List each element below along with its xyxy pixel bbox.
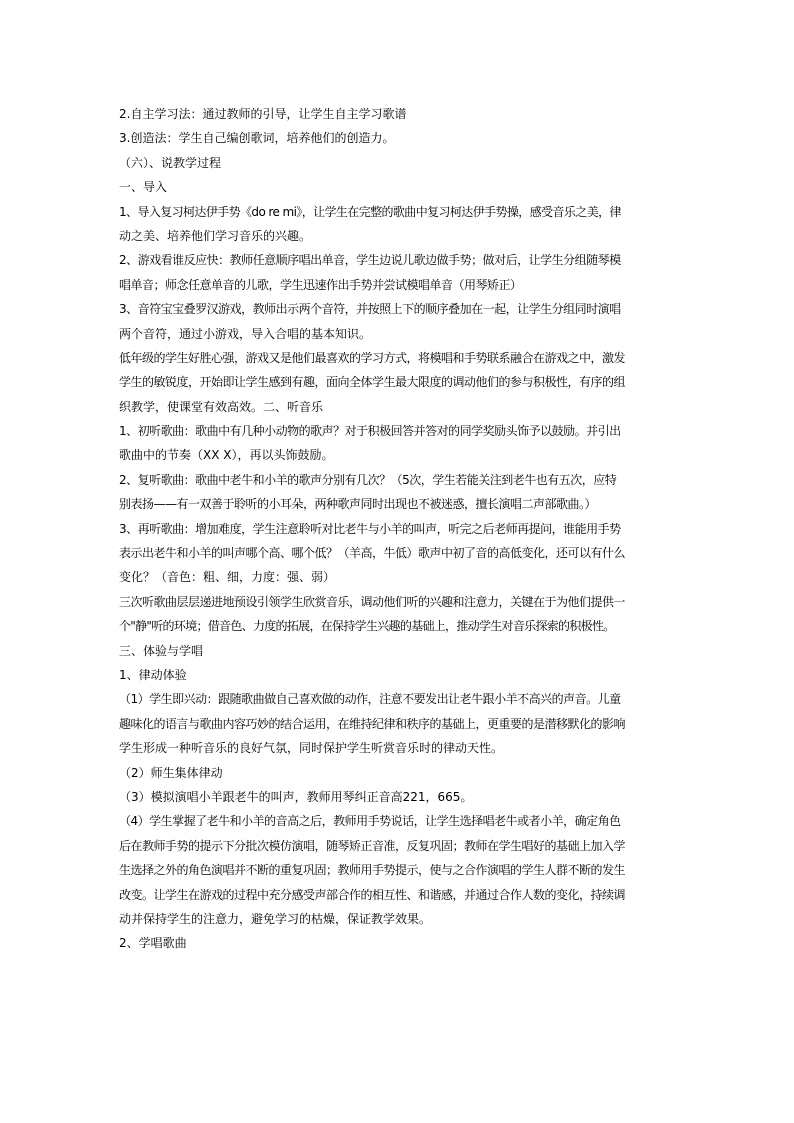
text-line: 动之美、培养他们学习音乐的兴趣。 [119, 228, 312, 243]
text-line: 1、导入复习柯达伊手势《do re mi》，让学生在完整的歌曲中复习柯达伊手势操，感受音乐之美，律 [119, 204, 621, 219]
text-line: 1、初听歌曲：歌曲中有几种小动物的歌声？对于积极回答并答对的同学奖励头饰予以鼓励。并引出 [119, 424, 621, 439]
text-line: （3）模拟演唱小羊跟老牛的叫声，教师用琴纠正音高221，665。 [119, 789, 473, 804]
text-line: 趣味化的语言与歌曲内容巧妙的结合运用，在维持纪律和秩序的基础上，更重要的是潜移默化的影响 [119, 716, 626, 731]
section-heading: 一、导入 [119, 180, 168, 195]
text-line: 低年级的学生好胜心强，游戏又是他们最喜欢的学习方式，将模唱和手势联系融合在游戏之中，激发 [119, 350, 626, 365]
text-line: 三次听歌曲层层递进地预设引领学生欣赏音乐，调动他们听的兴趣和注意力，关键在于为他们提供一 [119, 594, 626, 609]
text-line: 个"静"听的环境；借音色、力度的拓展，在保持学生兴趣的基础上，推动学生对音乐探索的积极性。 [119, 619, 615, 634]
text-line: 两个音符，通过小游戏，导入合唱的基本知识。 [119, 326, 372, 341]
section-heading: 三、体验与学唱 [119, 643, 204, 658]
document-body [119, 102, 679, 956]
text-line: 2、游戏看谁反应快：教师任意顺序唱出单音，学生边说儿歌边做手势；做对后，让学生分组随琴模 [119, 253, 621, 268]
text-line: 学生的敏锐度，开始即让学生感到有趣，面向全体学生最大限度的调动他们的参与积极性，有序的组 [119, 375, 626, 390]
text-line: 别表扬——有一双善于聆听的小耳朵，两种歌声同时出现也不被迷惑，擅长演唱二声部歌曲。） [119, 497, 597, 512]
text-line: 唱单音；师念任意单音的儿歌，学生迅速作出手势并尝试模唱单音（用琴矫正） [119, 277, 522, 292]
text-line: （4）学生掌握了老牛和小羊的音高之后，教师用手势说话，让学生选择唱老牛或者小羊，确定角色 [119, 814, 621, 829]
text-line: 3.创造法：学生自己编创歌词，培养他们的创造力。 [119, 131, 395, 146]
text-line: 变化？（音色：粗、细，力度：强、弱） [119, 570, 336, 585]
text-line: 歌曲中的节奏（XX X），再以头饰鼓励。 [119, 448, 334, 463]
text-line: （2）师生集体律动 [119, 765, 223, 780]
text-line: 2.自主学习法：通过教师的引导，让学生自主学习歌谱 [119, 107, 407, 121]
text-line: 改变。让学生在游戏的过程中充分感受声部合作的相互性、和谐感，并通过合作人数的变化，持续调 [119, 887, 626, 902]
text-line: 织教学，使课堂有效高效。二、听音乐 [119, 399, 324, 414]
text-line: （1）学生即兴动：跟随歌曲做自己喜欢做的动作，注意不要发出让老牛跟小羊不高兴的声音。儿童 [119, 692, 621, 707]
text-line: 动并保持学生的注意力，避免学习的枯燥，保证教学效果。 [119, 911, 432, 926]
subsection-heading: 1、律动体验 [119, 667, 187, 682]
section-heading: （六）、说教学过程 [119, 155, 222, 170]
text-line: 生选择之外的角色演唱并不断的重复巩固；教师用手势提示，使与之合作演唱的学生人群不断的发生 [119, 863, 626, 878]
text-line: 后在教师手势的提示下分批次模仿演唱，随琴矫正音准，反复巩固；教师在学生唱好的基础上加入学 [119, 838, 626, 853]
text-line: 2、复听歌曲：歌曲中老牛和小羊的歌声分别有几次？（5次，学生若能关注到老牛也有五次，应特 [119, 472, 617, 487]
text-line: 3、音符宝宝叠罗汉游戏，教师出示两个音符，并按照上下的顺序叠加在一起，让学生分组同时演唱 [119, 302, 621, 317]
text-line: 学生形成一种听音乐的良好气氛，同时保护学生听赏音乐时的律动天性。 [119, 741, 504, 756]
text-line: 3、再听歌曲：增加难度，学生注意聆听对比老牛与小羊的叫声，听完之后老师再提问，谁能用手势 [119, 521, 621, 536]
subsection-heading: 2、学唱歌曲 [119, 936, 187, 951]
text-line: 表示出老牛和小羊的叫声哪个高、哪个低？（羊高，牛低）歌声中初了音的高低变化，还可以有什么 [119, 546, 626, 561]
